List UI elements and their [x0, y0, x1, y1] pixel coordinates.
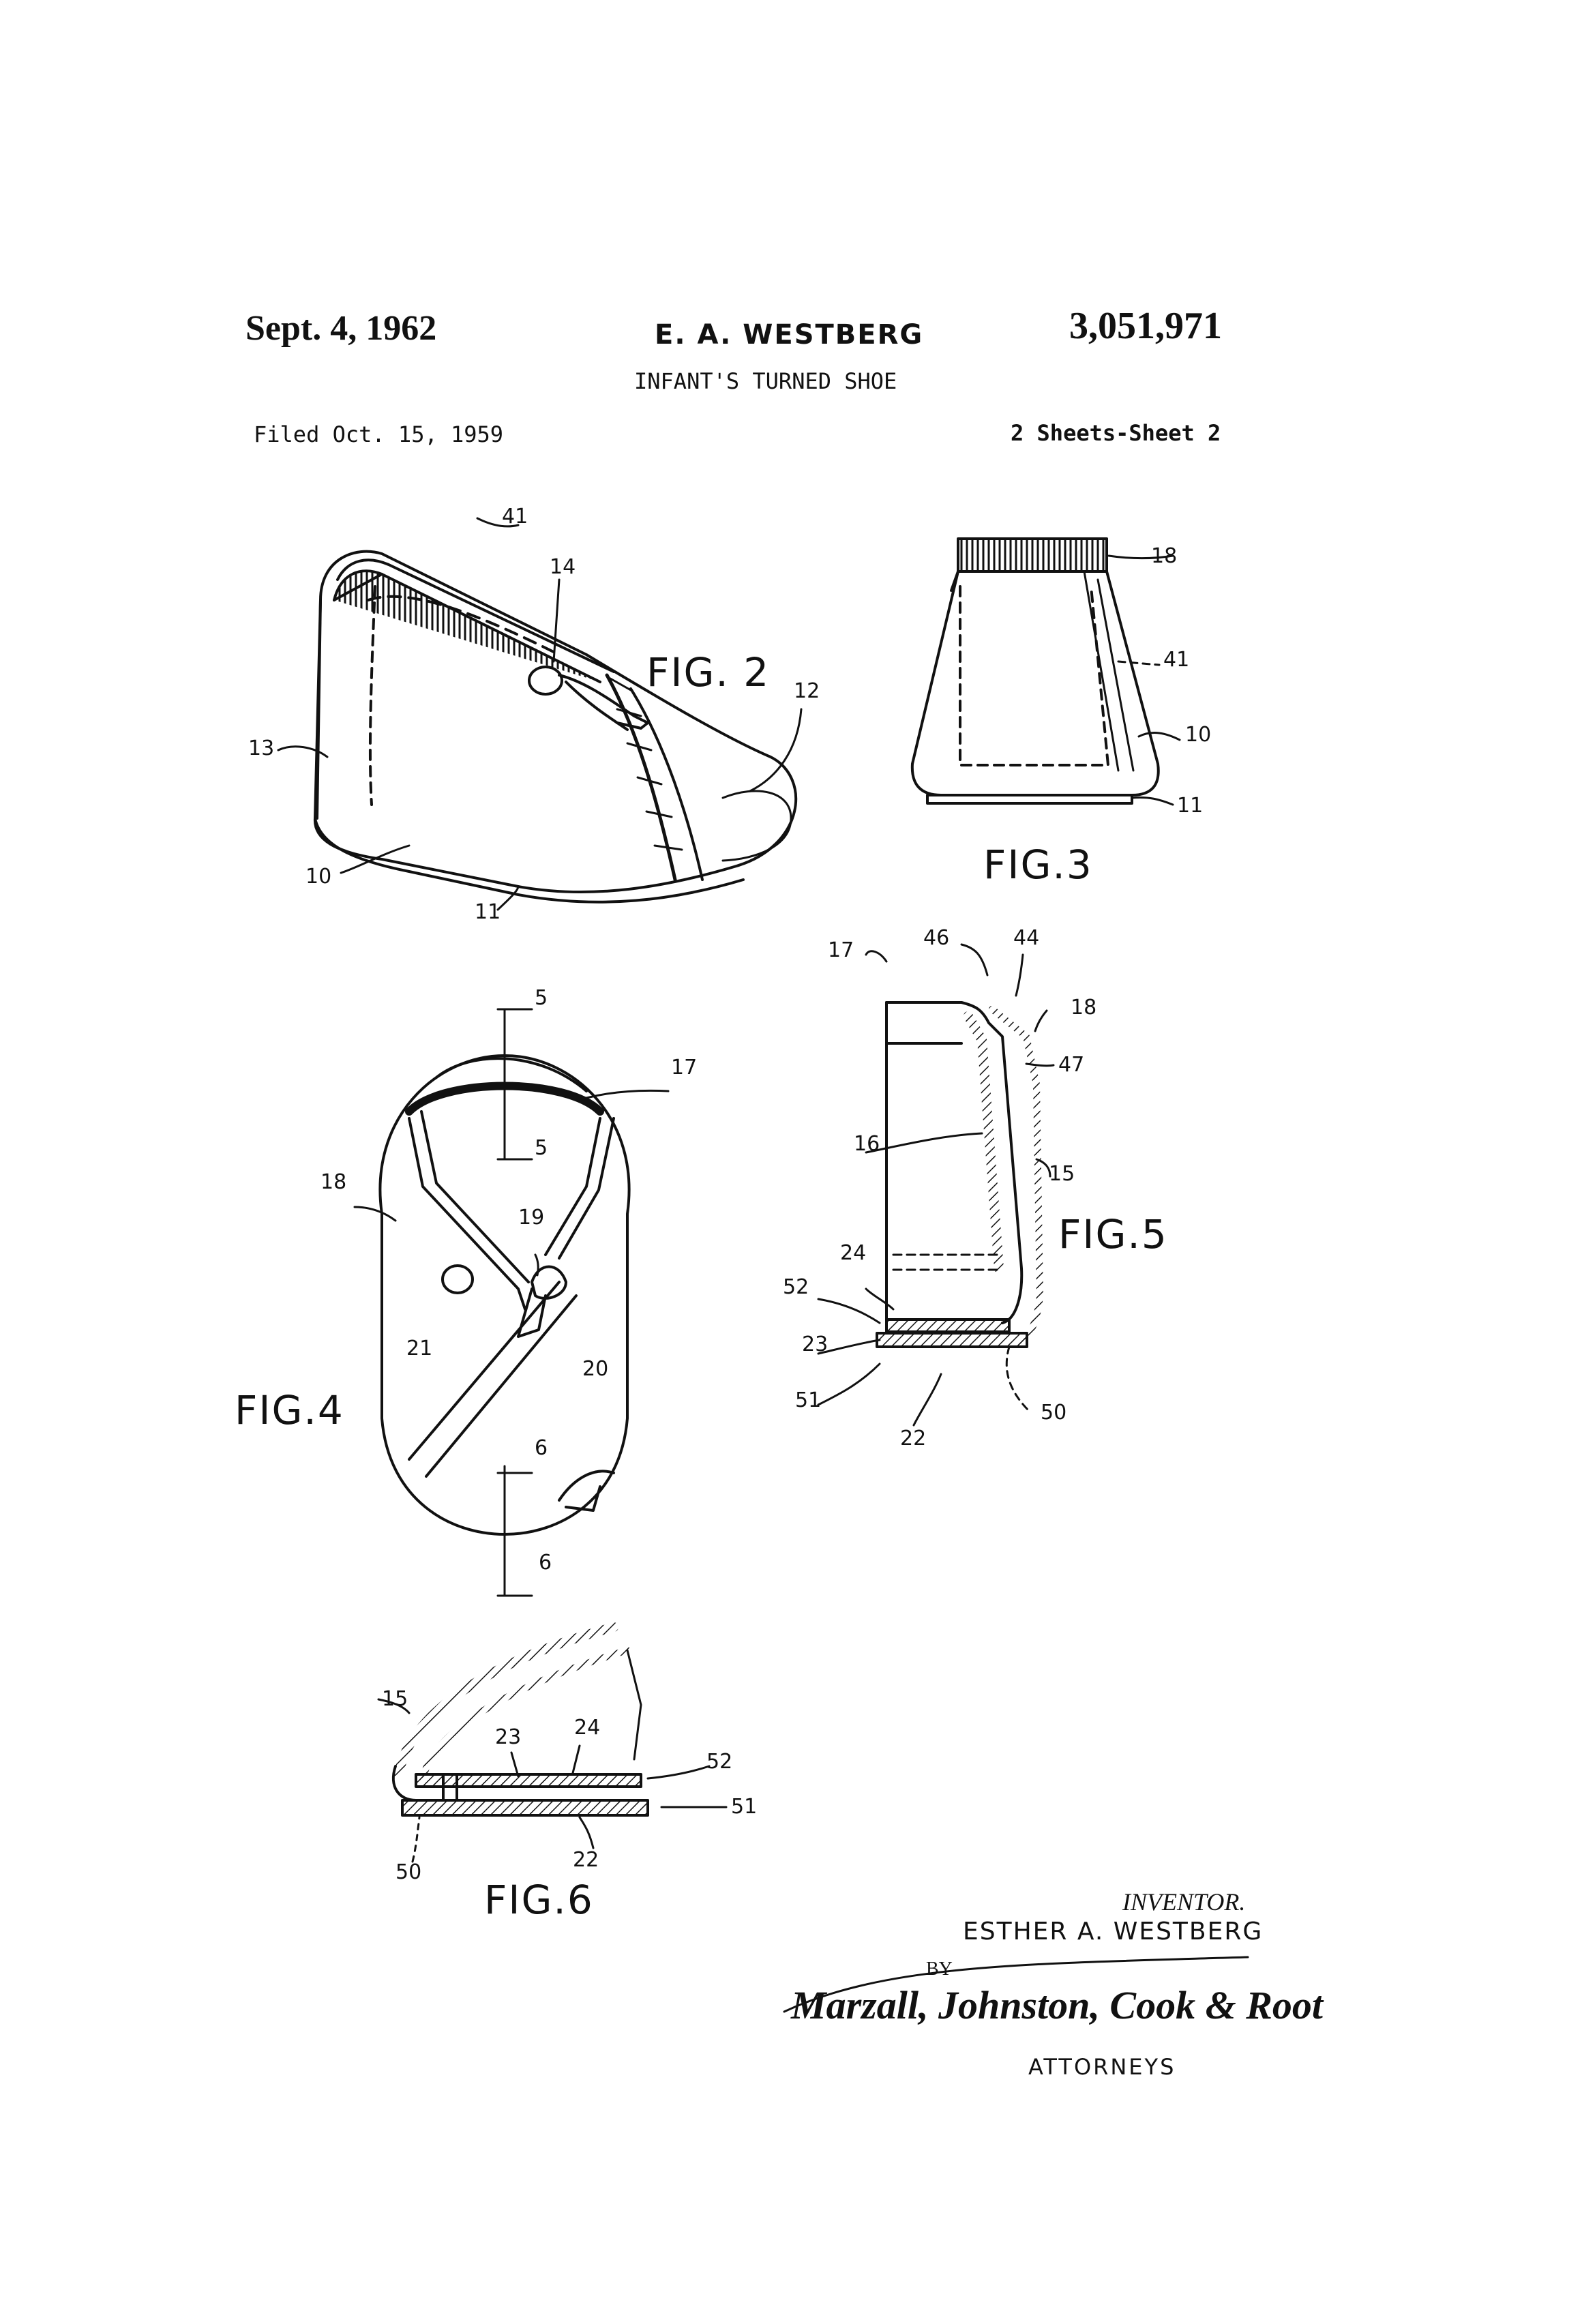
ref-label: 23 — [495, 1725, 522, 1749]
inventor-name: ESTHER A. WESTBERG — [963, 1918, 1264, 1946]
ref-label: 22 — [900, 1427, 927, 1450]
ref-label: 51 — [731, 1795, 758, 1819]
ref-label: 22 — [573, 1848, 599, 1872]
ref-label: 11 — [475, 900, 501, 924]
inventor-label: INVENTOR. — [1122, 1888, 1246, 1916]
patent-number: 3,051,971 — [1069, 305, 1222, 347]
ref-label: 15 — [1049, 1162, 1075, 1186]
ref-label: 19 — [518, 1206, 545, 1230]
fig6-drawing — [378, 1627, 726, 1862]
filed-date: Filed Oct. 15, 1959 — [254, 421, 504, 447]
fig2-drawing — [278, 518, 801, 910]
patent-title: INFANT'S TURNED SHOE — [634, 368, 897, 394]
ref-label: 6 — [539, 1551, 552, 1575]
fig4-drawing — [355, 1009, 668, 1596]
fig3-label: FIG.3 — [983, 841, 1093, 888]
sheet-count: 2 Sheets-Sheet 2 — [1011, 420, 1221, 446]
ref-label: 52 — [706, 1750, 733, 1774]
ref-label: 14 — [550, 555, 576, 579]
inventor-header: E. A. WESTBERG — [655, 319, 924, 351]
ref-label: 6 — [535, 1436, 548, 1460]
by-label: BY — [926, 1958, 953, 1980]
ref-label: 13 — [248, 736, 275, 760]
fig3-drawing — [912, 539, 1180, 805]
ref-label: 20 — [582, 1357, 609, 1381]
ref-label: 18 — [320, 1170, 347, 1194]
ref-label: 41 — [1163, 648, 1190, 672]
svg-text:Marzall, Johnston, Cook & Root: Marzall, Johnston, Cook & Root — [791, 1983, 1323, 2027]
ref-label: 24 — [840, 1241, 867, 1265]
ref-label: 10 — [1185, 723, 1212, 747]
ref-label: 18 — [1151, 544, 1178, 568]
patent-date: Sept. 4, 1962 — [245, 309, 437, 348]
ref-label: 47 — [1058, 1053, 1085, 1077]
fig6-label: FIG.6 — [484, 1877, 594, 1923]
attorney-signature — [784, 1971, 1323, 2046]
ref-label: 17 — [671, 1056, 698, 1079]
ref-label: 5 — [535, 986, 548, 1010]
ref-label: 18 — [1071, 996, 1097, 1019]
ref-label: 23 — [802, 1332, 829, 1356]
ref-label: 51 — [795, 1388, 822, 1412]
ref-label: 50 — [1041, 1401, 1067, 1425]
ref-label: 11 — [1177, 794, 1204, 818]
ref-label: 50 — [395, 1860, 422, 1884]
ref-label: 46 — [923, 926, 950, 950]
attorneys-label: ATTORNEYS — [1028, 2054, 1176, 2080]
fig2-label: FIG. 2 — [646, 649, 771, 696]
fig5-drawing — [818, 944, 1054, 1425]
ref-label: 10 — [305, 865, 332, 889]
ref-label: 15 — [382, 1687, 408, 1711]
fig5-label: FIG.5 — [1058, 1211, 1168, 1257]
ref-label: 44 — [1013, 926, 1040, 950]
ref-label: 12 — [794, 679, 820, 703]
ref-label: 17 — [828, 938, 854, 962]
ref-label: 16 — [854, 1132, 880, 1156]
ref-label: 41 — [502, 505, 528, 528]
ref-label: 5 — [535, 1136, 548, 1160]
ref-label: 21 — [406, 1337, 433, 1360]
fig4-label: FIG.4 — [235, 1387, 344, 1433]
ref-label: 52 — [783, 1275, 809, 1299]
ref-label: 24 — [574, 1716, 601, 1740]
